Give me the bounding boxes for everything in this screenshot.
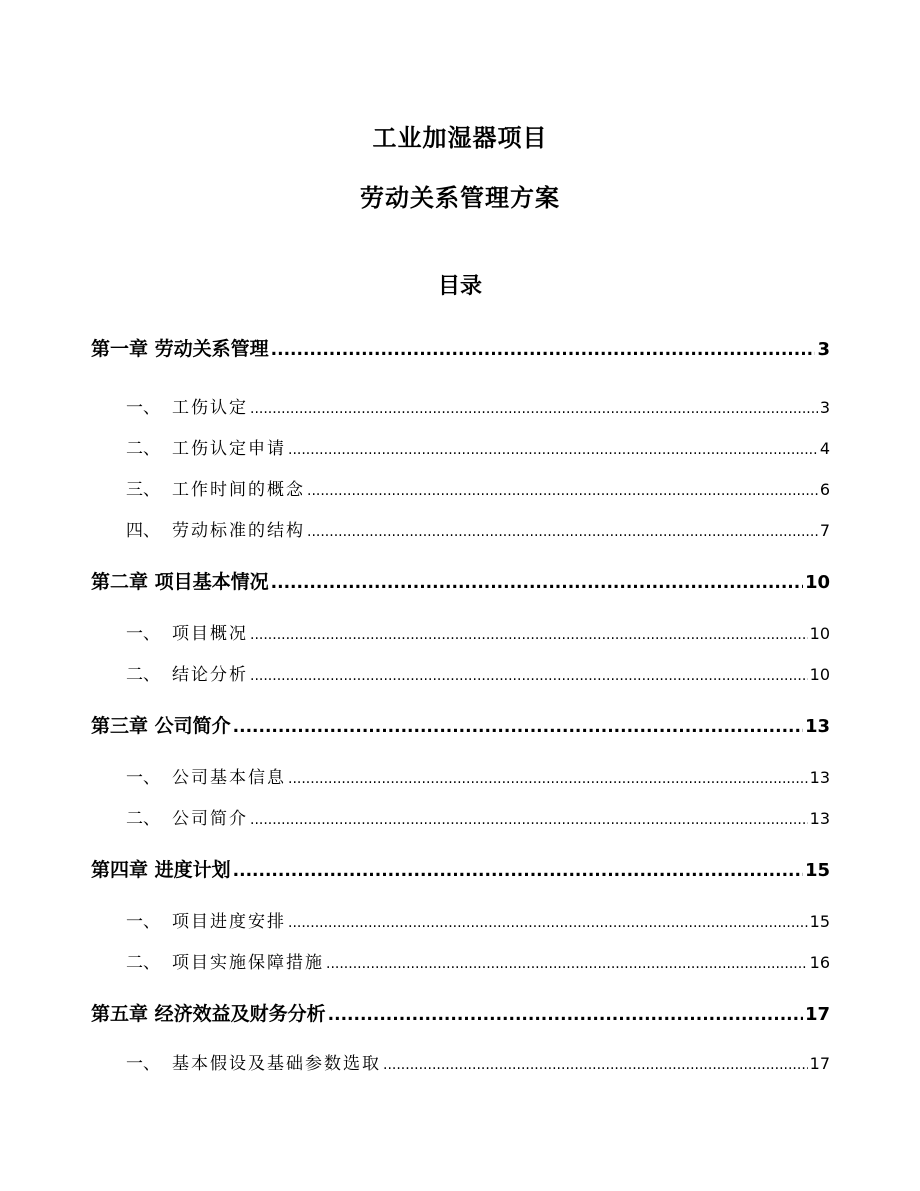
toc-chapter-label: 第三章 公司简介 [91, 715, 231, 737]
toc-chapter-entry[interactable] [91, 713, 830, 740]
toc-section-label: 一、 基本假设及基础参数选取 [126, 1054, 381, 1074]
toc-section-label: 三、 工作时间的概念 [126, 480, 305, 500]
dot-leader [383, 1053, 808, 1077]
toc-section-label: 一、 工伤认定 [126, 398, 248, 418]
document-subtitle: 劳动关系管理方案 [360, 184, 560, 212]
dot-leader [271, 337, 816, 363]
toc-page-number: 13 [809, 768, 830, 787]
toc-chapter-label: 第四章 进度计划 [91, 859, 231, 881]
dot-leader [250, 808, 808, 832]
dot-leader [307, 520, 818, 544]
toc-page-number: 15 [804, 860, 830, 881]
toc-chapter-entry[interactable] [91, 336, 830, 363]
toc-page-number: 3 [819, 398, 830, 417]
dot-leader [288, 438, 818, 462]
toc-page-number: 10 [809, 624, 830, 643]
toc-section-entry[interactable] [126, 663, 830, 688]
toc-chapter-label: 第二章 项目基本情况 [91, 571, 269, 593]
toc-page-number: 15 [809, 912, 830, 931]
toc-chapter-label: 第五章 经济效益及财务分析 [91, 1003, 326, 1025]
toc-section-entry[interactable] [126, 396, 830, 421]
toc-page-number: 17 [804, 1004, 830, 1025]
toc-page-number: 10 [804, 572, 830, 593]
toc-section-entry[interactable] [126, 437, 830, 462]
toc-section-label: 二、 工伤认定申请 [126, 439, 286, 459]
dot-leader [288, 767, 808, 791]
toc-section-label: 一、 项目进度安排 [126, 912, 286, 932]
toc-chapter-entry[interactable] [91, 857, 830, 884]
toc-heading: 目录 [437, 274, 482, 299]
toc-chapter-entry[interactable] [91, 569, 830, 596]
toc-section-label: 二、 结论分析 [126, 665, 248, 685]
toc-section-label: 一、 项目概况 [126, 624, 248, 644]
toc-section-label: 二、 项目实施保障措施 [126, 953, 324, 973]
dot-leader [250, 397, 818, 421]
dot-leader [233, 714, 803, 740]
toc-page-number: 10 [809, 665, 830, 684]
toc-section-entry[interactable] [126, 910, 830, 935]
dot-leader [250, 664, 808, 688]
toc-page-number: 6 [819, 480, 830, 499]
toc-page-number: 4 [819, 439, 830, 458]
toc-page-number: 17 [809, 1054, 830, 1073]
toc-page-number: 13 [809, 809, 830, 828]
toc-section-entry[interactable] [126, 1052, 830, 1077]
toc-section-entry[interactable] [126, 519, 830, 544]
dot-leader [288, 911, 808, 935]
toc-section-entry[interactable] [126, 478, 830, 503]
toc-page-number: 7 [819, 521, 830, 540]
dot-leader [250, 623, 808, 647]
toc-section-entry[interactable] [126, 951, 830, 976]
toc-section-entry[interactable] [126, 766, 830, 791]
dot-leader [271, 570, 803, 596]
toc-section-entry[interactable] [126, 807, 830, 832]
dot-leader [307, 479, 818, 503]
toc-chapter-entry[interactable] [91, 1001, 830, 1028]
toc-section-entry[interactable] [126, 622, 830, 647]
toc-chapter-label: 第一章 劳动关系管理 [91, 338, 269, 360]
toc-page-number: 3 [817, 339, 830, 360]
dot-leader [326, 952, 808, 976]
toc-section-label: 四、 劳动标准的结构 [126, 521, 305, 541]
dot-leader [233, 858, 803, 884]
toc-page-number: 13 [804, 716, 830, 737]
toc-page-number: 16 [809, 953, 830, 972]
toc-section-label: 一、 公司基本信息 [126, 768, 286, 788]
document-title: 工业加湿器项目 [372, 124, 548, 152]
dot-leader [328, 1002, 803, 1028]
toc-section-label: 二、 公司简介 [126, 809, 248, 829]
